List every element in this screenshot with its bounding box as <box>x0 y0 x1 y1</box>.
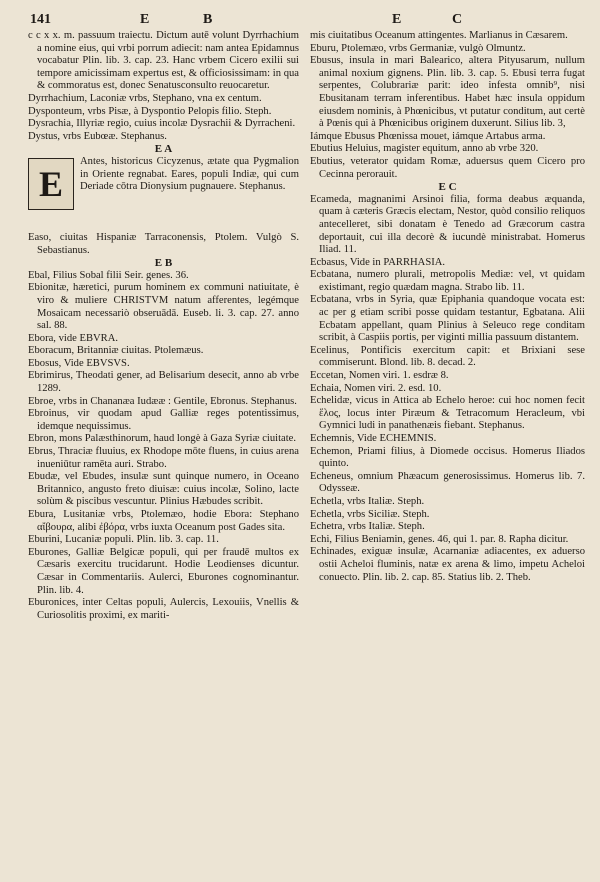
section-heading: E B <box>154 257 173 270</box>
dictionary-entry: Ecbasus, Vide in PARRHASIA. <box>310 256 446 268</box>
decorated-initial: E <box>28 158 74 210</box>
dictionary-entry: Echetla, vrbs Italiæ. Steph. <box>310 495 425 507</box>
dictionary-entry: Eburu, Ptolemæo, vrbs Germaniæ, vulgò Olmuntz. <box>310 42 526 54</box>
drop-cap-entry <box>28 156 299 232</box>
dictionary-entry: Echetla, vrbs Siciliæ. Steph. <box>310 508 430 520</box>
section-heading: E C <box>438 181 457 194</box>
dictionary-entry: Echeneus, omnium Phæacum generosissimus. Homerus lib. 7. Odysseæ. <box>310 470 585 495</box>
dictionary-entry: mis ciuitatibus Oceanum attingentes. Marlianus in Cæsarem. <box>310 30 568 41</box>
dictionary-entry: Ebron, mons Palæsthinorum, haud longè à Gaza Syriæ ciuitate. <box>28 433 297 445</box>
dictionary-entry: Dystus, vrbs Eubœæ. Stephanus. <box>28 130 167 142</box>
dictionary-entry: Dysrachia, Illyriæ regio, cuius incolæ Dysrachii & Dyrracheni. <box>28 118 296 130</box>
dictionary-entry: Dysponteum, vrbs Pisæ, à Dyspontio Pelopis filio. Steph. <box>28 105 272 117</box>
dictionary-entry: Antes, historicus Cicyzenus, ætate qua Pygmalion in Oriente regnabat. Eares, populi Indiæ, qui cum Deriade cōtra Dionysium pugnauere. Stephanus. <box>80 155 299 193</box>
dictionary-entry: Ebutius Heluius, magister equitum, anno ab vrbe 320. <box>310 143 539 155</box>
dictionary-entry: Eburini, Lucaniæ populi. Plin. lib. 3. cap. 11. <box>28 534 219 546</box>
dictionary-entry: Ebudæ, vel Ebudes, insulæ sunt quinque numero, in Oceano Britannico, angusto freto diuisæ: cuius incolæ, Solino, lacte solùm & piscibus vescuntur. Plinius Hæbudes scribit. <box>28 471 299 508</box>
running-head-right-letter-1: E <box>392 12 402 27</box>
right-column <box>310 30 585 584</box>
dictionary-entry: Echemon, Priami filius, à Diomede occisus. Homerus Iliados quinto. <box>310 445 585 470</box>
page-header <box>0 12 600 32</box>
dictionary-entry: Ebrus, Thraciæ fluuius, ex Rhodope mōte fluens, in cuius arena inueniūtur ramēta auri. Strabo. <box>28 446 299 470</box>
dictionary-entry: Ebosus, Vide EBVSVS. <box>28 357 130 369</box>
dictionary-entry: Ebionitæ, hæretici, purum hominem ex communi natiuitate, è viro & muliere CHRISTVM natum afferentes, legémque Mosaicam necessariò obseruādā. Euseb. li. 3. cap. 27. anno sal. 88. <box>28 282 299 332</box>
dictionary-entry: Ebal, Filius Sobal filii Seir. genes. 36. <box>28 269 189 281</box>
dictionary-entry: Ecameda, magnanimi Arsinoi filia, forma deabus æquanda, quam à cæteris Græcis electam, Nestor, quòd consilio reliquos antecelleret, sibi donatam è Tenedo ad Græcorum castra deportauit, cui illa decorè & iucundè ministrabat. Homerus Iliad. 11. <box>310 193 585 256</box>
dictionary-entry: Eccetan, Nomen viri. 1. esdræ 8. <box>310 370 449 382</box>
dictionary-entry: Ecelinus, Pontificis exercitum capit: et Brixiani sese commiserunt. Blond. lib. 8. decad. 2. <box>310 344 585 369</box>
dictionary-entry: Ecbatana, numero plurali, metropolis Mediæ: vel, vt quidam existimant, regio quædam magna. Strabo lib. 11. <box>310 269 585 293</box>
dictionary-entry: Ebura, Lusitaniæ vrbs, Ptolemæo, hodie Ebora: Stephano αἴβουρα, alibi ἐβόρα, vrbs iuxta Oceanum post Gades sita. <box>28 509 299 533</box>
dictionary-entry: Echaia, Nomen viri. 2. esd. 10. <box>310 382 442 394</box>
dictionary-entry: Ebusus, insula in mari Balearico, altera Pityusarum, nullum animal noxium gignens. Plin. lib. 3. cap. 5. Ebusi terra fugat serpentes, Colubrariæ parit: ideo infesta omnib⁹, nisi Ebusitanam terram inferentibus. Habet hæc insula oppidum eiusdem nominis, à Phœnicibus, vt putatur conditum, aut certè à Pœnis qui à Phœnicibus originem duxerunt. Silius lib. 3, <box>310 55 585 130</box>
dictionary-entry: Echetra, vrbs Italiæ. Steph. <box>310 521 425 533</box>
dictionary-entry: Ebroe, vrbs in Chananæa Iudææ : Gentile, Ebronus. Stephanus. <box>28 395 297 407</box>
dictionary-entry: Eboracum, Britanniæ ciuitas. Ptolemæus. <box>28 345 204 357</box>
running-head-right-letter-2: C <box>452 12 463 27</box>
left-column <box>28 30 299 622</box>
dictionary-entry: Easo, ciuitas Hispaniæ Tarraconensis, Ptolem. Vulgò S. Sebastianus. <box>28 231 299 256</box>
dictionary-entry: Echi, Filius Beniamin, genes. 46, qui 1. par. 8. Rapha dicitur. <box>310 533 569 545</box>
dictionary-entry: Ecbatana, vrbs in Syria, quæ Epiphania quandoque vocata est: ac per g etiam scribi posse quidam testantur, Egbatana. Alii Ecbatam appellant, quam Plinius à Seleuco rege conditam scribit, à Caspiis portis, per viginti millia passuum distantem. <box>310 294 585 344</box>
dictionary-entry: Ebutius, veterator quidam Romæ, aduersus quem Cicero pro Cecinna perorauit. <box>310 155 585 180</box>
dictionary-entry: Ebroinus, vir quodam apud Galliæ reges potentissimus, idemque nequissimus. <box>28 408 299 432</box>
dictionary-entry: Echelidæ, vicus in Attica ab Echelo heroe: cui hoc nomen fecit ἕλος, locus inter Piræum & Tetracomum Heracleum, vbi Gymnici ludi in panathenæis fiebant. Stephanus. <box>310 395 585 432</box>
running-head-left-letter-2: B <box>203 12 213 27</box>
dictionary-entry: Iámque Ebusus Phœnissa mouet, iámque Artabus arma. <box>310 130 546 142</box>
page-number: 141 <box>30 12 51 27</box>
dictionary-entry: Eburones, Galliæ Belgicæ populi, qui per fraudē multos ex Cæsaris exercitu trucidarunt. Hodie Leodienses dicuntur. Cæsar in Commentariis. Aulerci, Eburones cognominantur. Plin. lib. 4. <box>28 546 299 596</box>
dictionary-entry: Eburonices, inter Celtas populi, Aulercis, Lexouiis, Vnellis & Curiosolitis proximi, ex mariti- <box>28 597 299 621</box>
dictionary-entry: Echinades, exiguæ insulæ, Acarnaniæ adiacentes, ex aduerso ostii Acheloi fluminis, natæ ex arena & limo, impetu Acheloi conuecto. Plin. lib. 2. cap. 85. Statius lib. 2. Theb. <box>310 546 585 583</box>
dictionary-entry: Dyrrhachium, Laconiæ vrbs, Stephano, vna ex centum. <box>28 92 262 104</box>
dictionary-entry: Echemnis, Vide ECHEMNIS. <box>310 433 437 444</box>
running-head-left-letter-1: E <box>140 12 150 27</box>
section-heading: E A <box>154 143 173 156</box>
dictionary-entry: Ebrimirus, Theodati gener, ad Belisarium desecit, anno ab vrbe 1289. <box>28 370 299 395</box>
dictionary-entry: c c x x. m. passuum traiectu. Dictum autē volunt Dyrrhachium a nomine eius, qui vrbi porrum adiecit: nam antea Epidamnus vocabatur Plin. lib. 3. cap. 23. Hanc vrbem Cicero exilii sui tempore amicissimam expertus est, & officiosissimam: in qua & commoratus est, donec Senatusconsulto reuocaretur. <box>28 30 299 92</box>
dictionary-entry: Ebora, vide EBVRA. <box>28 332 119 344</box>
